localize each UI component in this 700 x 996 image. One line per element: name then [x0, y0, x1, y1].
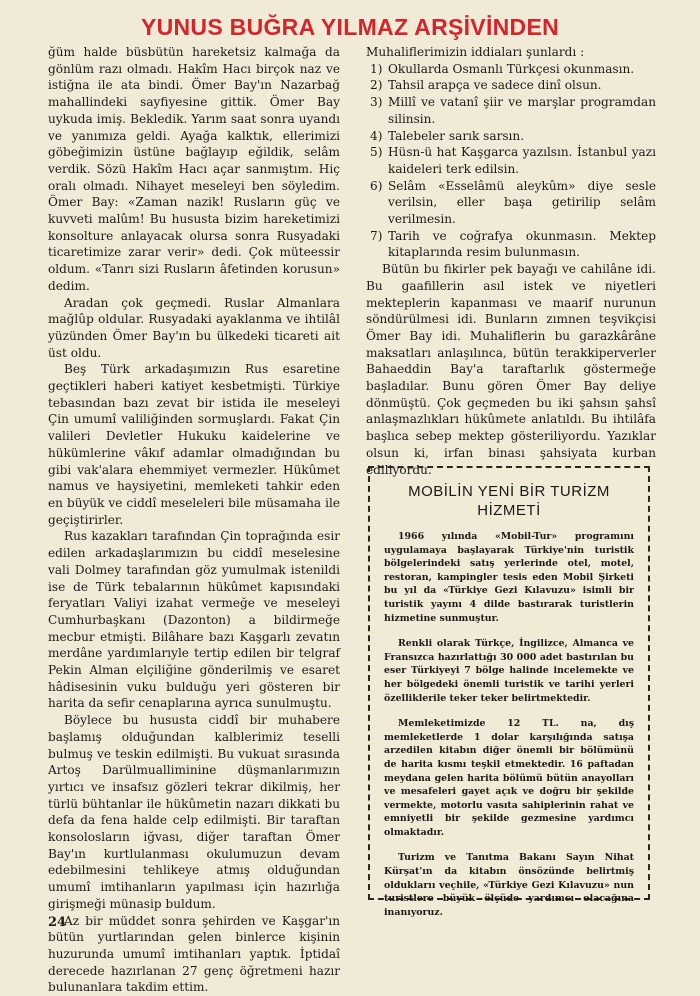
item-text: Tarih ve coğrafya okunmasın. Mektep kitaplarında resim bulunmasın. [388, 228, 656, 260]
item-text: Talebeler sarık sarsın. [388, 128, 525, 143]
item-number: 3) [370, 95, 383, 110]
ad-paragraph: Turizm ve Tanıtma Bakanı Sayın Nihat Kürşat'ın da kitabın önsözünde belirtmiş olduklarıı veçhile, «Türkiye Gezi Kılavuzu» nun turistlere büyük ölçüde yardımcı olacağına inanıyoruz. [384, 852, 634, 918]
item-text: Millî ve vatanî şiir ve marşlar programdan silinsin. [388, 95, 656, 126]
item-number: 6) [370, 178, 383, 193]
item-text: Selâm «Esselâmü aleykûm» diye sesle verilsin, eller başa getirilip selâm verilmesin. [388, 178, 656, 227]
list-item [366, 144, 656, 177]
ad-title [384, 482, 634, 520]
paragraph: Rus kazakları tarafından Çin toprağında esir edilen arkadaşlarımızın bu ciddî meselesine vali Dolmey tarafından göz yumulmak istenildi ise de Türk tebalarının hükûmet kapısındaki feryatları Valiyi izahat vermeğe ve meseleyi Cumhurbaşkanı (Dazonton) a bildirmeğe mecbur etmişti. Bilâhare bazı Kaşgarlı zevatın merdâne yardımlarıyle tertip edilen bir telgraf Pekin Alman elçiliğine gönderilmiş ve esaret hâdisesinin vuku bulduğu yeri gösteren bir harita da sefir cenaplarına ayrıca sunulmuştu. [48, 529, 340, 711]
paragraph: Beş Türk arkadaşımızın Rus esaretine geçtikleri haberi katiyet kesbetmişti. Türkiye tebasından bazı zevat bir istida ile meseleyi Çin umumî valiliğinden sormuşlardı. Fakat Çin valileri Devletler Hukuku kaidelerine ve hükümlerine vâkıf adamlar olmadığından bu gibi vak'alara ehemmiyet vermezler. Hükûmet namus ve haysiyetini, memleketi tahkir eden en büyük ve ciddî meseleleri bile müsamaha ile geçiştirirler. [48, 362, 340, 527]
archive-watermark: YUNUS BUĞRA YILMAZ ARŞİVİNDEN [140, 14, 560, 40]
item-number: 2) [370, 78, 383, 93]
item-number: 7) [370, 228, 383, 243]
item-text: Hüsn-ü hat Kaşgarca yazılsın. İstanbul yazı kaideleri terk edilsin. [388, 145, 656, 176]
ad-title-line: MOBİLİN YENİ BİR TURİZM [408, 483, 610, 500]
right-text-column [366, 44, 656, 478]
paragraph: ğüm halde büsbütün hareketsiz kalmağa da gönlüm razı olmadı. Hakîm Hacı birçok naz ve istiğna ile ata bindi. Ömer Bay'ın Nazarbağ mahallindeki sayfiyesine gittik. Ömer Bay uykuda imiş. Bekledik. Yarım saat sonra uyandı ve yanımıza geldi. Ayağa kalktık, ellerimizi göbeğimizin üstüne bağlayıp eğildik, selâm verdik. Sözü Hakîm Hacı açar sanmıştım. Hiç oralı olmadı. Nihayet meseleyi ben söyledim. Ömer Bay: «Zaman nazik! Rusların güç ve kuvveti malûm! Bu hususta bizim hareketimizi konsolture anlayacak olursa sonra Rusyadaki ticaretimize zarar verir» dedi. Çok müteessir oldum. «Tanrı sizi Rusların âfetinden korusun» dedim. [48, 45, 340, 293]
item-text: Tahsil arapça ve sadece dinî olsun. [388, 78, 602, 93]
paragraph: Bütün bu fikirler pek bayağı ve cahilâne idi. Bu gaafillerin asıl istek ve niyetleri mekteplerin kapanması ve maarif nurunun söndürülmesi idi. Bunların zımnen teşvikçisi Ömer Bay idi. Muhaliflerin bu garazkârâne maksatları anlaşılınca, bütün terakkiperverler Bahaeddin Bay'a taraftarlık göstermeğe başladılar. Bunu gören Ömer Bay deliye dönmüştü. Çok geçmeden bu iki şahsın şahsî anlaşmazlıkları hükûmete anlatıldı. Bu ihtilâfa başlıca sebep mektep gösteriliyordu. Yazıklar olsun ki, irfan binası şahsiyata kurban ediliyordu. [366, 262, 656, 477]
ad-paragraph: 1966 yılında «Mobil-Tur» programını uygulamaya başlayarak Türkiye'nin turistik bölgelerindeki satış yerlerinde otel, motel, restoran, kampingler tesis eden Mobil Şirketi bu yıl da «Türkiye Gezi Kılavuzu» isimli bir turistik yayını 4 dilde bastırarak turistlerin hizmetine sunmuştur. [384, 531, 634, 624]
list-item [366, 178, 656, 228]
demands-list [366, 61, 656, 261]
mobil-advertisement-box [368, 466, 650, 918]
paragraph: Böylece bu hususta ciddî bir muhabere başlamış olduğundan kalblerimiz teselli bulmuş ve teskin edilmişti. Bu vukuat sırasında Artoş Darülmualliminine düşmanlarımızın yırtıcı ve insafsız gözleri tekrar dikilmiş, her türlü bühtanlar ile hükûmetin nazarı dikkati bu defa da fena halde celp edilmişti. Bir taraftan konsolosların iğvası, diğer taraftan Ömer Bay'ın kurtlulanması okulumuzun devam edebilmesini tehlikeye atmış olduğundan umumî imtihanların yapılması için hazırlığa girişmeği münasip buldum. [48, 713, 340, 911]
paragraph: Az bir müddet sonra şehirden ve Kaşgar'ın bütün yurtlarından gelen binlerce kişinin huzurunda umumî imtihanları yaptık. İptidaî derecede hazırlanan 27 genç öğretmeni hazır bulunanlara takdim ettim. [48, 913, 340, 995]
left-text-column [48, 44, 340, 996]
list-item [366, 94, 656, 127]
ad-paragraph: Renkli olarak Türkçe, İngilizce, Almanca ve Fransızca hazırlattığı 30 000 adet bastırılan bu eser Türkiyeyi 7 bölge halinde incelemekte ve her bölgedeki önemli turistik ve tarihi yerleri özelliklerile teker teker belirtmektedir. [384, 638, 634, 704]
page-number: 24 [48, 915, 67, 930]
ad-title-line: HİZMETİ [477, 502, 541, 519]
list-item [366, 228, 656, 261]
list-intro: Muhaliflerimizin iddiaları şunlardı : [366, 45, 585, 59]
paragraph: Aradan çok geçmedi. Ruslar Almanlara mağlûp oldular. Rusyadaki ayaklanma ve ihtilâl yüzünden Ömer Bay'ın bu ülkedeki ticareti ait üst oldu. [48, 295, 340, 360]
item-number: 5) [370, 145, 383, 160]
item-number: 1) [370, 61, 383, 76]
list-item [366, 61, 656, 78]
list-item [366, 77, 656, 94]
list-item [366, 128, 656, 145]
ad-paragraph: Memleketimizde 12 TL. na, dış memleketlerde 1 dolar karşılığında satışa arzedilen kitabın diğer önemli bir bölümünü de harita kısmı teşkil etmektedir. 16 paftadan meydana gelen harita bölümü bütün anayolları ve mesafeleri gayet açık ve doğru bir şekilde vermekte, motorlu vasıta sahiplerinin rahat ve emniyetli bir şekilde gezmesine yardımcı olmaktadır. [384, 718, 634, 838]
item-number: 4) [370, 128, 383, 143]
item-text: Okullarda Osmanlı Türkçesi okunmasın. [388, 61, 635, 76]
